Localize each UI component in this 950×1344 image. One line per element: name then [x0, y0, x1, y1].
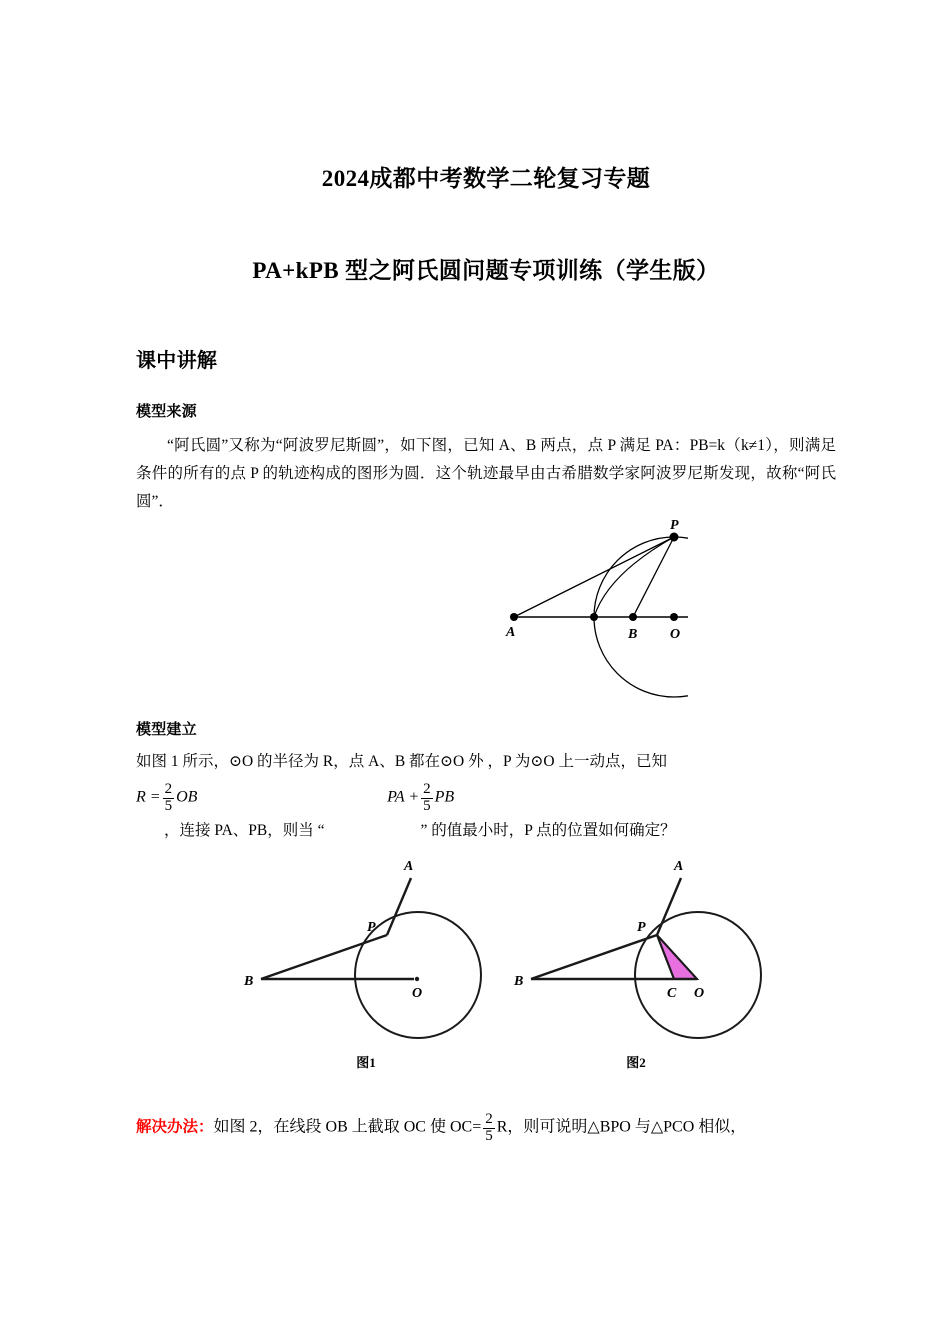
figure-2-line-PA [657, 878, 681, 935]
figure-2-label-B: B [514, 974, 524, 989]
model-setup-tail-before: ，连接 PA、PB，则当 “ [164, 822, 325, 839]
figure-2-label-O: O [694, 986, 705, 1001]
label-O: O [670, 627, 681, 642]
formula-PA-rhs: PB [434, 788, 455, 806]
figure-1-point-O-dot [415, 977, 419, 981]
figure-1-label-B: B [244, 974, 254, 989]
solution-label: 解决办法： [136, 1118, 214, 1136]
label-P: P [670, 518, 679, 533]
formula-R-rhs: OB [176, 788, 198, 806]
page-title-main: 2024成都中考数学二轮复习专题 [321, 166, 651, 191]
figure-1-svg [236, 848, 496, 1048]
point-O-dot [670, 613, 678, 621]
figure-1-diagram [236, 848, 496, 1048]
figure-2-svg [506, 848, 766, 1048]
fraction-denominator: 5 [423, 797, 431, 814]
point-B-dot [629, 613, 637, 621]
figure-1-label-O: O [412, 986, 423, 1001]
figure-1-label-A: A [404, 859, 414, 874]
figure-2-circle [635, 912, 761, 1038]
fraction-numerator: 2 [485, 1111, 493, 1127]
figure-1-label-P: P [367, 920, 376, 935]
figure-2-label-P: P [637, 920, 646, 935]
figure-1-caption: 图1 [356, 1055, 376, 1070]
label-A: A [506, 625, 516, 640]
fraction-numerator: 2 [423, 781, 431, 797]
fraction-denominator: 5 [164, 797, 173, 814]
point-A-dot [510, 613, 518, 621]
figure-2-label-A: A [674, 859, 684, 874]
solution-text-after: R，则可说明△BPO 与△PCO 相似， [496, 1118, 747, 1136]
label-B: B [628, 627, 638, 642]
formula-trailing-text-row [136, 818, 836, 840]
subheading-model-setup: 模型建立 [136, 722, 197, 738]
model-setup-tail-after: ” 的值最小时，P 点的位置如何确定？ [420, 822, 676, 839]
formula-PA-lhs: PA + [387, 788, 420, 806]
solution-method-line [136, 1112, 836, 1144]
fraction-two-fifths-R [163, 782, 175, 814]
figure-2-label-C: C [667, 986, 677, 1001]
fraction-denominator: 5 [485, 1127, 493, 1144]
line-segment-AP [514, 537, 674, 617]
figure-1-line-BP [261, 935, 387, 979]
figure-apollonius-svg [358, 512, 688, 702]
solution-text-before: 如图 2，在线段 OB 上截取 OC 使 OC= [213, 1118, 482, 1136]
point-P-dot [670, 533, 679, 542]
formula-R-lhs: R = [136, 788, 161, 806]
fraction-two-fifths-PB [421, 782, 433, 814]
section-heading-lesson: 课中讲解 [136, 350, 218, 372]
subheading-model-origin: 模型来源 [136, 404, 197, 420]
fraction-numerator: 2 [164, 781, 173, 797]
figure-2-caption: 图2 [626, 1055, 646, 1070]
fraction-two-fifths-solution [483, 1112, 495, 1144]
paragraph-model-origin: “阿氏圆”又称为“阿波罗尼斯圆”，如下图，已知 A、B 两点，点 P 满足 PA：PB=k（k≠1），则满足条件的所有的点 P 的轨迹构成的图形为圆．这个轨迹最早由古希腊数学家阿波罗尼斯发现，故称“阿氏圆”． [136, 437, 836, 510]
arc-left-to-P [594, 537, 674, 617]
figure-apollonius-circle [358, 512, 688, 702]
figure-2-diagram [506, 848, 766, 1048]
point-circle-left-dot [590, 613, 598, 621]
page-title-sub: PA+kPB 型之阿氏圆问题专项训练（学生版） [252, 258, 720, 283]
formula-row [136, 782, 836, 814]
figure-1-line-PA [387, 878, 411, 935]
paragraph-model-setup-line1: 如图 1 所示，⊙O 的半径为 R，点 A、B 都在⊙O 外 ，P 为⊙O 上一动点，已知 [136, 753, 667, 770]
